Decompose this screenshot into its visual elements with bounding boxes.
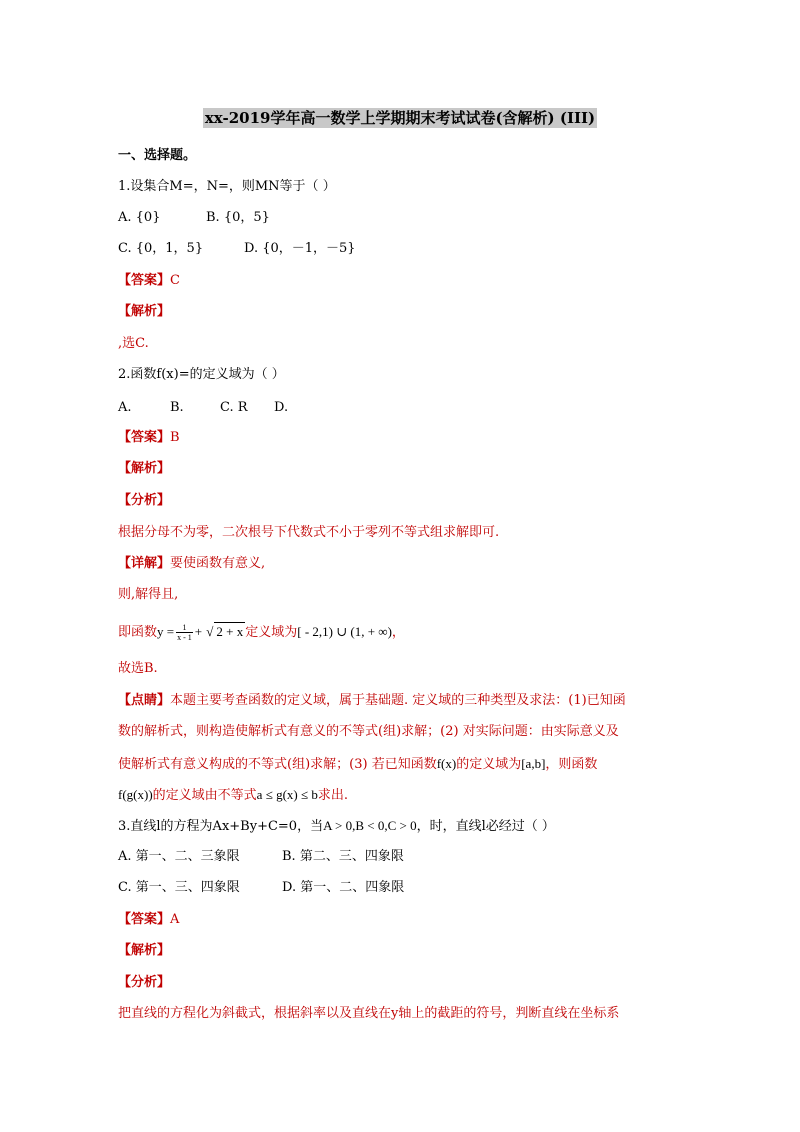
q2-sqrt-arg: 2 + x: [216, 624, 244, 639]
q1-analysis: ,选C.: [118, 336, 149, 351]
dianjing-4-math2: a ≤ g(x) ≤ b: [256, 787, 318, 802]
q2-math-plus: +: [194, 624, 203, 639]
fraction-denominator: x - 1: [177, 633, 192, 642]
q3-stem-b: ，时，直线l必经过（ ）: [416, 819, 555, 834]
dianjing-3a: 使解析式有意义构成的不等式(组)求解；(3) 若已知函数: [118, 757, 437, 772]
q3-analysis-tag: 【解析】: [118, 943, 171, 958]
q2-option-d: D.: [274, 400, 289, 415]
q1-options-row2: [118, 240, 356, 258]
q2-domain-math: [ - 2,1) ∪ (1, + ∞): [297, 624, 392, 639]
q2-line3-pre: 即函数: [118, 625, 158, 640]
q3-stem: [118, 817, 555, 836]
q1-option-c: C. {0，1，5}: [118, 241, 204, 256]
q2-answer: [118, 429, 180, 447]
dianjing-3-math1: f(x): [436, 756, 457, 771]
dianjing-3c: ，则函数: [545, 757, 598, 772]
q2-math-y: y =: [157, 624, 175, 639]
q2-fraction: [176, 623, 193, 642]
q2-options: [118, 399, 288, 417]
q2-analysis-tag: 【解析】: [118, 461, 171, 476]
q2-line3: [118, 622, 405, 642]
answer-tag: 【答案】: [118, 912, 171, 927]
q2-option-c: C. R: [220, 400, 248, 415]
answer-tag: 【答案】: [118, 273, 171, 288]
q2-dianjing-3: [118, 755, 597, 774]
q2-fenxi: 根据分母不为零，二次根号下代数式不小于零列不等式组求解即可.: [118, 525, 500, 540]
dianjing-text-1: 本题主要考查函数的定义域，属于基础题. 定义域的三种类型及求法：(1)已知函: [170, 693, 626, 708]
sqrt-radical: √: [206, 624, 214, 639]
answer-value: A: [170, 912, 180, 927]
dianjing-3-math2: [a,b]: [521, 756, 546, 771]
q3-stem-a: 3.直线l的方程为Ax+By+C=0，当: [118, 819, 324, 834]
q2-fenxi-tag: 【分析】: [118, 493, 171, 508]
answer-value: B: [170, 430, 180, 445]
q2-line3-end: ，: [391, 625, 405, 640]
q3-option-c: C. 第一、三、四象限: [118, 880, 240, 895]
q3-options-row2: [118, 879, 404, 897]
xiangjie-tag: 【详解】: [118, 556, 171, 571]
q2-stem: 2.函数f(x)=的定义域为（ ）: [118, 367, 285, 382]
q2-line2: 则,解得且,: [118, 587, 179, 602]
q2-option-a: A.: [118, 400, 132, 415]
q3-option-d: D. 第一、二、四象限: [282, 880, 405, 895]
xiangjie-text: 要使函数有意义,: [170, 556, 266, 571]
dianjing-3b: 的定义域为: [456, 757, 522, 772]
dianjing-tag: 【点睛】: [118, 693, 171, 708]
fraction-numerator: 1: [176, 623, 193, 633]
q1-options-row1: [118, 209, 270, 227]
q2-dianjing-2: 数的解析式，则构造使解析式有意义的不等式(组)求解；(2) 对实际问题：由实际意义及: [118, 724, 619, 739]
document-title: xx-2019学年高一数学上学期期末考试试卷(含解析) (III): [204, 109, 596, 127]
q3-option-a: A. 第一、二、三象限: [118, 849, 240, 864]
title-container: [0, 108, 800, 128]
q2-line4: 故选B.: [118, 661, 158, 676]
q1-option-a: A. {0}: [118, 210, 161, 225]
q1-option-b: B. {0，5}: [206, 210, 270, 225]
answer-value: C: [170, 273, 180, 288]
q2-dianjing-1: [118, 692, 626, 710]
dianjing-4-math1: f(g(x)): [118, 787, 153, 802]
q1-answer: [118, 272, 180, 290]
q2-dianjing-4: [118, 786, 348, 805]
q2-xiangjie: [118, 555, 265, 573]
q3-answer: [118, 911, 179, 929]
q3-fenxi: 把直线的方程化为斜截式，根据斜率以及直线在y轴上的截距的符号，判断直线在坐标系: [118, 1006, 620, 1021]
q1-analysis-tag: 【解析】: [118, 304, 171, 319]
q2-line3-mid: 定义域为: [245, 625, 298, 640]
q3-fenxi-tag: 【分析】: [118, 975, 171, 990]
q2-option-b: B.: [170, 400, 184, 415]
answer-tag: 【答案】: [118, 430, 171, 445]
q3-stem-math: A > 0,B < 0,C > 0: [323, 818, 417, 833]
q1-stem: 1.设集合M=，N=，则MN等于（ ）: [118, 179, 336, 194]
q3-options-row1: [118, 848, 404, 866]
q3-option-b: B. 第二、三、四象限: [282, 849, 404, 864]
section-heading: 一、选择题。: [118, 148, 197, 163]
dianjing-4b: 求出.: [317, 788, 349, 803]
dianjing-4a: 的定义域由不等式: [152, 788, 257, 803]
q1-option-d: D. {0，－1，－5}: [244, 241, 356, 256]
